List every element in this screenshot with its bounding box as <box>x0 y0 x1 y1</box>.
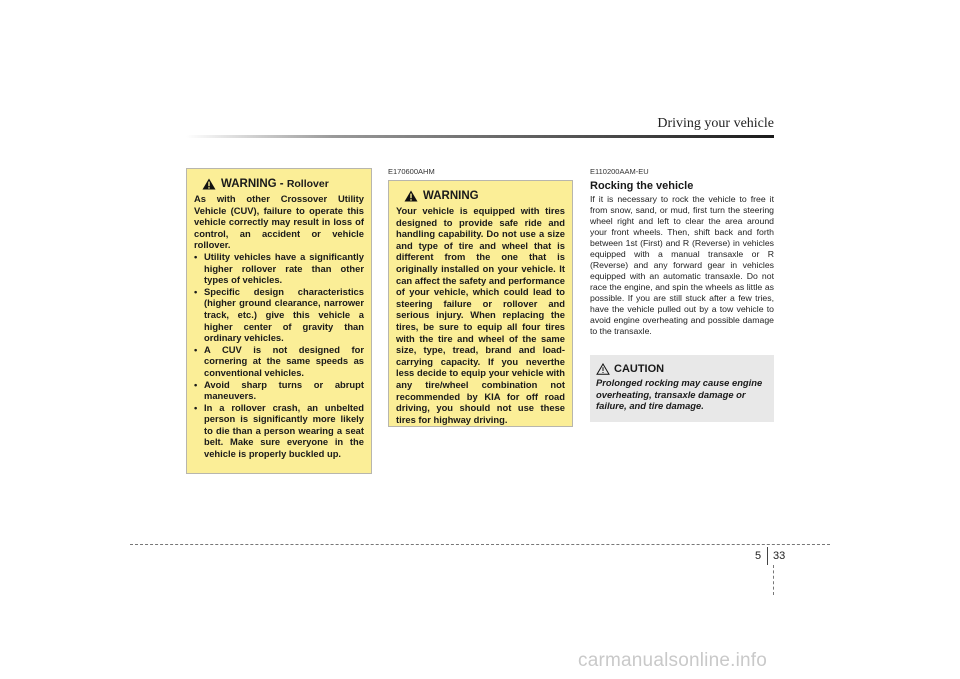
list-item: • Specific design characteristics (higher ground clearance, narrower track, etc.) give this vehicle a higher center of gravity than ordinary vehicles. <box>194 286 364 344</box>
page-header-title: Driving your vehicle <box>657 116 774 131</box>
tire-section-code: E170600AHM <box>388 167 435 176</box>
list-item: • Utility vehicles have a significantly higher rollover rate than other types of vehicles. <box>194 251 364 286</box>
page-number-separator <box>767 547 768 565</box>
rocking-section-body: If it is necessary to rock the vehicle to free it from snow, sand, or mud, first turn the steering wheel right and left to clear the area around your front wheels. Then, shift back and forth between 1st (First) and R (Reverse) in vehicles equipped with a manual transaxle or R (Reverse) and any forward gear in vehicles equipped with an automatic transaxle. Do not race the engine, and spin the wheels as little as possible. If you are still stuck after a few tries, have the vehicle pulled out by a tow vehicle to avoid engine overheating and possible damage to the transaxle. <box>590 194 774 336</box>
rollover-warning-box <box>186 168 372 474</box>
caution-triangle-icon <box>596 363 610 375</box>
rocking-section-title: Rocking the vehicle <box>590 180 694 192</box>
warning-subject: Rollover <box>286 178 329 190</box>
tire-warning-box <box>388 180 573 427</box>
caution-box <box>590 355 774 422</box>
warning-triangle-icon <box>404 190 418 202</box>
watermark-text: carmanualsonline.info <box>578 650 768 671</box>
warning-label: WARNING <box>423 190 479 202</box>
list-item: • In a rollover crash, an unbelted person is significantly more likely to die than a person wearing a seat belt. Make sure everyone in the vehicle is properly buckled up. <box>194 402 364 460</box>
caution-label: CAUTION <box>614 363 665 375</box>
warning-label: WARNING - <box>221 178 287 190</box>
header-rule <box>186 135 774 138</box>
tire-warning-title <box>404 190 565 202</box>
rocking-section-code: E110200AAM-EU <box>590 167 649 176</box>
list-item: • A CUV is not designed for cornering at the same speeds as conventional vehicles. <box>194 344 364 379</box>
chapter-number: 5 <box>755 550 762 562</box>
list-item: • Avoid sharp turns or abrupt maneuvers. <box>194 379 364 402</box>
footer-dashed-tail <box>773 565 774 595</box>
rollover-intro: As with other Crossover Utility Vehicle (CUV), failure to operate this vehicle correctly may result in loss of control, an accident or vehicle rollover. <box>194 193 364 251</box>
rollover-bullets <box>194 251 364 460</box>
page-number: 33 <box>773 550 786 562</box>
caution-body: Prolonged rocking may cause engine overheating, transaxle damage or failure, and tire damage. <box>596 377 763 411</box>
rollover-warning-title <box>202 178 364 190</box>
caution-title <box>596 363 768 375</box>
footer-rule <box>130 544 830 545</box>
warning-triangle-icon <box>202 178 216 190</box>
rollover-warning-body <box>194 193 364 460</box>
tire-warning-body: Your vehicle is equipped with tires designed to provide safe ride and handling capability. Do not use a size and type of tire and wheel that is different from the one that is originally installed on your vehicle. It can affect the safety and performance of your vehicle, which could lead to steering failure or rollover and serious injury. When replacing the tires, be sure to equip all four tires with the tire and wheel of the same size, type, tread, brand and load-carrying capacity. If you neverthe less decide to equip your vehicle with any tire/wheel combination not recommended by KIA for off road driving, you should not use these tires for highway driving. <box>396 205 565 425</box>
